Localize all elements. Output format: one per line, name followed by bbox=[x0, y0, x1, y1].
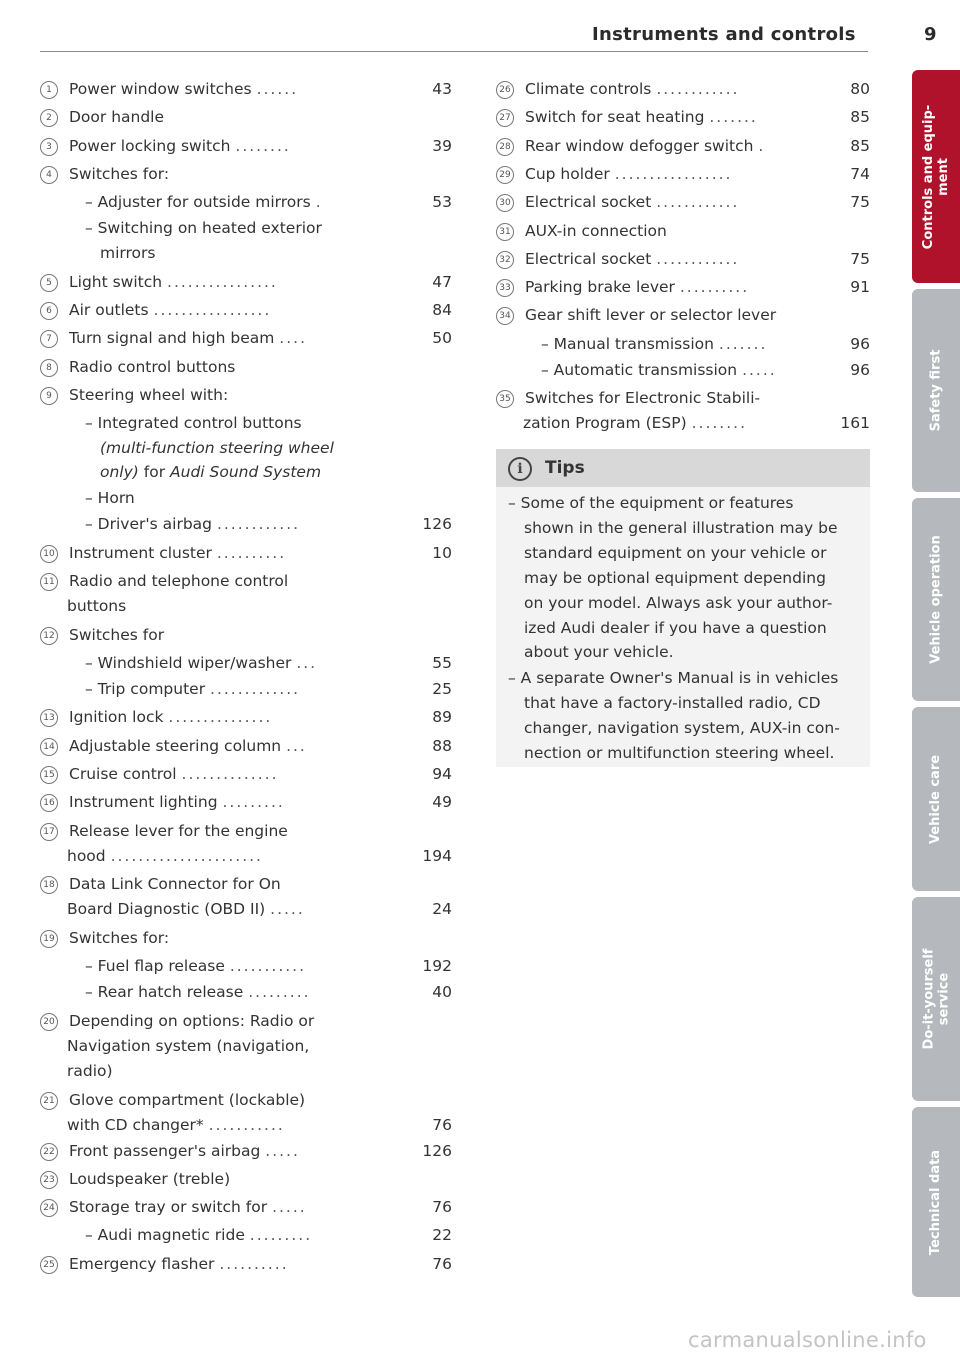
item-label: Release lever for the engine bbox=[69, 822, 288, 840]
list-item bbox=[496, 137, 765, 156]
item-label: Climate controls bbox=[525, 80, 652, 98]
item-label: Air outlets bbox=[69, 301, 149, 319]
number-badge: 31 bbox=[496, 223, 514, 241]
sub-item: – Switching on heated exterior bbox=[85, 219, 322, 237]
tip-text: standard equipment on your vehicle or bbox=[524, 544, 827, 562]
page-ref: 94 bbox=[432, 765, 452, 783]
number-badge: 33 bbox=[496, 279, 514, 297]
leader-dots: ...... bbox=[256, 80, 299, 98]
tip-text: ized Audi dealer if you have a question bbox=[524, 619, 827, 637]
page-ref: 75 bbox=[850, 250, 870, 268]
watermark: carmanualsonline.info bbox=[688, 1328, 927, 1352]
item-label: Switch for seat heating bbox=[525, 108, 705, 126]
page-ref: 22 bbox=[432, 1226, 452, 1244]
number-badge: 30 bbox=[496, 194, 514, 212]
item-label: Rear window defogger switch bbox=[525, 137, 754, 155]
tab-vehicle-operation[interactable]: Vehicle operation bbox=[912, 498, 960, 701]
item-label: AUX-in connection bbox=[525, 222, 667, 240]
number-badge: 27 bbox=[496, 109, 514, 127]
list-item bbox=[40, 708, 272, 727]
leader-dots: .......... bbox=[679, 278, 750, 296]
leader-dots: . bbox=[758, 137, 766, 155]
page-ref: 192 bbox=[422, 957, 452, 975]
sub-item: – Integrated control buttons bbox=[85, 414, 302, 432]
page-ref: 76 bbox=[432, 1116, 452, 1134]
page-ref: 126 bbox=[422, 1142, 452, 1160]
page-ref: 76 bbox=[432, 1255, 452, 1273]
leader-dots: ................. bbox=[153, 301, 272, 319]
item-label: Electrical socket bbox=[525, 193, 652, 211]
leader-dots: .... bbox=[279, 329, 308, 347]
number-badge: 28 bbox=[496, 138, 514, 156]
page-ref: 126 bbox=[422, 515, 452, 533]
sub-item: – Audi magnetic ride ......... bbox=[85, 1226, 313, 1244]
list-item bbox=[40, 1255, 289, 1274]
sub-item-continued: radio) bbox=[67, 1062, 113, 1080]
item-label: Ignition lock bbox=[69, 708, 164, 726]
list-item bbox=[40, 358, 235, 377]
list-item bbox=[496, 80, 739, 99]
list-item bbox=[40, 626, 164, 645]
page-ref: 55 bbox=[432, 654, 452, 672]
item-label: Power locking switch bbox=[69, 137, 231, 155]
sub-item: – Trip computer ............. bbox=[85, 680, 301, 698]
list-item bbox=[40, 544, 286, 563]
leader-dots: ......... bbox=[222, 793, 285, 811]
item-label: Switches for Electronic Stabili- bbox=[525, 389, 761, 407]
leader-dots: ............ bbox=[656, 193, 740, 211]
item-label: Gear shift lever or selector lever bbox=[525, 306, 777, 324]
sub-item: – Fuel flap release ........... bbox=[85, 957, 307, 975]
item-label: Switches for: bbox=[69, 165, 170, 183]
page-ref: 39 bbox=[432, 137, 452, 155]
leader-dots: ........ bbox=[235, 137, 291, 155]
page-ref: 96 bbox=[850, 361, 870, 379]
list-item bbox=[40, 572, 288, 591]
page-ref: 194 bbox=[422, 847, 452, 865]
leader-dots: ..... bbox=[265, 1142, 300, 1160]
number-badge: 11 bbox=[40, 573, 58, 591]
item-label: Turn signal and high beam bbox=[69, 329, 275, 347]
sub-item: – Horn bbox=[85, 489, 135, 507]
sub-item-continued: only) for Audi Sound System bbox=[100, 463, 322, 481]
number-badge: 12 bbox=[40, 627, 58, 645]
list-item bbox=[40, 737, 307, 756]
item-label: Front passenger's airbag bbox=[69, 1142, 261, 1160]
page-ref: 53 bbox=[432, 193, 452, 211]
leader-dots: ... bbox=[286, 737, 307, 755]
page-ref: 80 bbox=[850, 80, 870, 98]
sub-item-continued: (multi-function steering wheel bbox=[100, 439, 334, 457]
tip-text: that have a factory-installed radio, CD bbox=[524, 694, 821, 712]
page-ref: 161 bbox=[840, 414, 870, 432]
number-badge: 23 bbox=[40, 1171, 58, 1189]
item-label: Emergency flasher bbox=[69, 1255, 215, 1273]
item-label: Steering wheel with: bbox=[69, 386, 229, 404]
leader-dots: ................. bbox=[614, 165, 733, 183]
sub-item-continued: Board Diagnostic (OBD II) ..... bbox=[67, 900, 305, 918]
sub-item-continued: mirrors bbox=[100, 244, 156, 262]
page-ref: 43 bbox=[432, 80, 452, 98]
list-item bbox=[40, 929, 169, 948]
page-ref: 40 bbox=[432, 983, 452, 1001]
list-item bbox=[496, 250, 739, 269]
list-item bbox=[40, 1170, 230, 1189]
item-label: Switches for bbox=[69, 626, 165, 644]
tab-technical-data[interactable]: Technical data bbox=[912, 1107, 960, 1297]
number-badge: 5 bbox=[40, 274, 58, 292]
item-label: Instrument cluster bbox=[69, 544, 212, 562]
section-title: Instruments and controls bbox=[592, 24, 856, 45]
number-badge: 3 bbox=[40, 138, 58, 156]
number-badge: 29 bbox=[496, 166, 514, 184]
sub-item: – Adjuster for outside mirrors . bbox=[85, 193, 323, 211]
list-item bbox=[496, 389, 760, 408]
page-ref: 74 bbox=[850, 165, 870, 183]
item-label: Light switch bbox=[69, 273, 163, 291]
page-ref: 75 bbox=[850, 193, 870, 211]
tips-title: Tips bbox=[545, 458, 585, 478]
page-ref: 25 bbox=[432, 680, 452, 698]
number-badge: 17 bbox=[40, 823, 58, 841]
item-label: Data Link Connector for On bbox=[69, 875, 281, 893]
number-badge: 14 bbox=[40, 738, 58, 756]
list-item bbox=[40, 108, 164, 127]
number-badge: 6 bbox=[40, 302, 58, 320]
sub-item: – Windshield wiper/washer ... bbox=[85, 654, 318, 672]
sub-item: – Rear hatch release ......... bbox=[85, 983, 311, 1001]
sub-item-continued: zation Program (ESP) ........ bbox=[523, 414, 748, 432]
list-item bbox=[40, 1198, 307, 1217]
sub-item-continued: with CD changer* ........... bbox=[67, 1116, 285, 1134]
list-item bbox=[40, 1142, 300, 1161]
number-badge: 15 bbox=[40, 766, 58, 784]
list-item bbox=[496, 165, 732, 184]
page-ref: 85 bbox=[850, 108, 870, 126]
page-ref: 47 bbox=[432, 273, 452, 291]
list-item bbox=[40, 875, 281, 894]
list-item bbox=[496, 306, 776, 325]
number-badge: 2 bbox=[40, 109, 58, 127]
number-badge: 19 bbox=[40, 930, 58, 948]
page-ref: 49 bbox=[432, 793, 452, 811]
page-ref: 96 bbox=[850, 335, 870, 353]
list-item bbox=[496, 278, 749, 297]
item-label: Depending on options: Radio or bbox=[69, 1012, 315, 1030]
list-item bbox=[40, 1012, 314, 1031]
leader-dots: ................ bbox=[167, 273, 278, 291]
page-ref: 10 bbox=[432, 544, 452, 562]
tip-text: shown in the general illustration may be bbox=[524, 519, 838, 537]
item-label: Adjustable steering column bbox=[69, 737, 282, 755]
item-label: Glove compartment (lockable) bbox=[69, 1091, 306, 1109]
page-ref: 89 bbox=[432, 708, 452, 726]
item-label: Loudspeaker (treble) bbox=[69, 1170, 231, 1188]
number-badge: 32 bbox=[496, 251, 514, 269]
sub-item: – Automatic transmission ..... bbox=[541, 361, 777, 379]
page-ref: 50 bbox=[432, 329, 452, 347]
number-badge: 34 bbox=[496, 307, 514, 325]
leader-dots: .......... bbox=[216, 544, 287, 562]
item-label: Radio and telephone control bbox=[69, 572, 289, 590]
tab-do-it-yourself-service[interactable]: Do-it-yourself service bbox=[912, 897, 960, 1101]
number-badge: 7 bbox=[40, 330, 58, 348]
sub-item-continued: hood ...................... bbox=[67, 847, 263, 865]
item-label: Radio control buttons bbox=[69, 358, 236, 376]
tab-controls-and-equipment[interactable]: Controls and equip- ment bbox=[912, 70, 960, 283]
leader-dots: ............... bbox=[168, 708, 273, 726]
list-item bbox=[496, 222, 667, 241]
item-label: Switches for: bbox=[69, 929, 170, 947]
number-badge: 21 bbox=[40, 1092, 58, 1110]
number-badge: 25 bbox=[40, 1256, 58, 1274]
list-item bbox=[40, 137, 291, 156]
number-badge: 9 bbox=[40, 387, 58, 405]
list-item bbox=[40, 80, 298, 99]
tip-text: changer, navigation system, AUX-in con- bbox=[524, 719, 840, 737]
leader-dots: ............ bbox=[656, 80, 740, 98]
list-item bbox=[496, 193, 739, 212]
tip-text: about your vehicle. bbox=[524, 643, 674, 661]
number-badge: 1 bbox=[40, 81, 58, 99]
list-item bbox=[40, 1091, 305, 1110]
info-icon: i bbox=[508, 457, 532, 481]
leader-dots: .......... bbox=[219, 1255, 289, 1273]
header-divider bbox=[40, 51, 868, 52]
item-label: Storage tray or switch for bbox=[69, 1198, 268, 1216]
number-badge: 13 bbox=[40, 709, 58, 727]
number-badge: 16 bbox=[40, 794, 58, 812]
number-badge: 26 bbox=[496, 81, 514, 99]
number-badge: 10 bbox=[40, 545, 58, 563]
list-item bbox=[40, 793, 285, 812]
item-label: Cup holder bbox=[525, 165, 610, 183]
item-label: Electrical socket bbox=[525, 250, 652, 268]
number-badge: 18 bbox=[40, 876, 58, 894]
sub-item-continued: buttons bbox=[67, 597, 127, 615]
leader-dots: ............ bbox=[656, 250, 740, 268]
tip-text: – Some of the equipment or features bbox=[508, 494, 794, 512]
page-number: 9 bbox=[924, 24, 937, 45]
item-label: Parking brake lever bbox=[525, 278, 675, 296]
item-label: Door handle bbox=[69, 108, 165, 126]
list-item bbox=[496, 108, 758, 127]
number-badge: 20 bbox=[40, 1013, 58, 1031]
sub-item-continued: Navigation system (navigation, bbox=[67, 1037, 310, 1055]
list-item bbox=[40, 822, 288, 841]
number-badge: 8 bbox=[40, 359, 58, 377]
list-item bbox=[40, 273, 278, 292]
tip-text: may be optional equipment depending bbox=[524, 569, 826, 587]
number-badge: 4 bbox=[40, 166, 58, 184]
tip-text: on your model. Always ask your author- bbox=[524, 594, 833, 612]
tab-safety-first[interactable]: Safety first bbox=[912, 289, 960, 492]
sub-item: – Manual transmission ....... bbox=[541, 335, 768, 353]
item-label: Power window switches bbox=[69, 80, 252, 98]
list-item bbox=[40, 329, 307, 348]
number-badge: 22 bbox=[40, 1143, 58, 1161]
tab-vehicle-care[interactable]: Vehicle care bbox=[912, 707, 960, 891]
page-ref: 91 bbox=[850, 278, 870, 296]
list-item bbox=[40, 165, 169, 184]
page-ref: 24 bbox=[432, 900, 452, 918]
number-badge: 24 bbox=[40, 1199, 58, 1217]
page-ref: 85 bbox=[850, 137, 870, 155]
list-item bbox=[40, 386, 228, 405]
tip-text: – A separate Owner's Manual is in vehicles bbox=[508, 669, 839, 687]
page-ref: 88 bbox=[432, 737, 452, 755]
page-ref: 76 bbox=[432, 1198, 452, 1216]
leader-dots: ..... bbox=[272, 1198, 307, 1216]
tip-text: nection or multifunction steering wheel. bbox=[524, 744, 835, 762]
number-badge: 35 bbox=[496, 390, 514, 408]
list-item bbox=[40, 301, 271, 320]
page-ref: 84 bbox=[432, 301, 452, 319]
list-item bbox=[40, 765, 279, 784]
sub-item: – Driver's airbag ............ bbox=[85, 515, 301, 533]
leader-dots: .............. bbox=[181, 765, 279, 783]
item-label: Instrument lighting bbox=[69, 793, 218, 811]
leader-dots: ....... bbox=[709, 108, 758, 126]
item-label: Cruise control bbox=[69, 765, 177, 783]
